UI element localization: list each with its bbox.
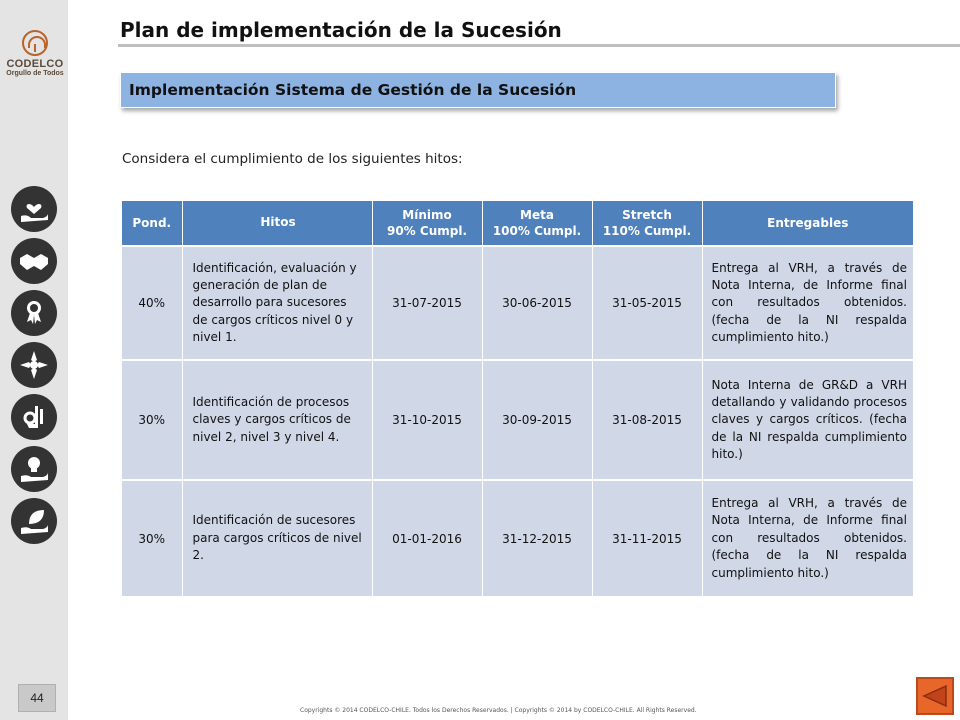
header-entregables: Entregables xyxy=(702,201,913,246)
cell-pond: 30% xyxy=(122,360,182,480)
intro-text: Considera el cumplimiento de los siguientes hitos: xyxy=(122,151,463,167)
table-header-row xyxy=(122,201,913,246)
medal-icon xyxy=(11,290,57,336)
section-banner-text: Implementación Sistema de Gestión de la Sucesión xyxy=(129,81,577,99)
previous-slide-button[interactable] xyxy=(916,677,954,715)
table-row xyxy=(122,480,913,596)
header-meta-label: Meta xyxy=(520,207,554,222)
header-minimo-sub: 90% Cumpl. xyxy=(386,224,467,238)
cell-minimo: 01-01-2016 xyxy=(372,480,482,596)
cell-hito: Identificación de procesos claves y cargos críticos de nivel 2, nivel 3 y nivel 4. xyxy=(182,360,372,480)
sidebar-icon-list xyxy=(11,186,57,550)
codelco-logo-mark xyxy=(22,30,48,56)
footer-copyright: Copyrights © 2014 CODELCO-CHILE. Todos los Derechos Reservados. | Copyrights © 2014 by CODELCO-CHILE. All Rights Reserved. xyxy=(300,707,697,714)
leaf-hand-icon xyxy=(11,498,57,544)
page-number: 44 xyxy=(18,684,56,712)
section-banner xyxy=(120,72,836,108)
cell-pond: 40% xyxy=(122,246,182,360)
header-minimo xyxy=(372,201,482,246)
header-stretch-label: Stretch xyxy=(622,207,672,222)
cell-entregable: Entrega al VRH, a través de Nota Interna, de Informe final con resultados obtenidos. (fecha de la NI respalda cumplimiento hito.) xyxy=(702,480,913,596)
logo-name: CODELCO xyxy=(6,58,64,70)
header-hitos: Hitos xyxy=(182,201,372,246)
sidebar xyxy=(0,0,68,720)
heart-hand-icon xyxy=(11,186,57,232)
cell-hito: Identificación de sucesores para cargos críticos de nivel 2. xyxy=(182,480,372,596)
cell-stretch: 31-08-2015 xyxy=(592,360,702,480)
cell-hito: Identificación, evaluación y generación de plan de desarrollo para sucesores de cargos críticos nivel 0 y nivel 1. xyxy=(182,246,372,360)
cell-minimo: 31-07-2015 xyxy=(372,246,482,360)
flower-hands-icon xyxy=(11,342,57,388)
back-arrow-icon xyxy=(922,684,948,708)
table-row xyxy=(122,360,913,480)
logo-tagline: Orgullo de Todos xyxy=(6,70,64,77)
header-pond: Pond. xyxy=(122,201,182,246)
milestones-table xyxy=(122,201,913,596)
header-minimo-label: Mínimo xyxy=(402,207,452,222)
cell-meta: 30-06-2015 xyxy=(482,246,592,360)
cell-meta: 31-12-2015 xyxy=(482,480,592,596)
cell-entregable: Entrega al VRH, a través de Nota Interna, de Informe final con resultados obtenidos. (fecha de la NI respalda cumplimiento hito.) xyxy=(702,246,913,360)
page-title: Plan de implementación de la Sucesión xyxy=(120,18,562,42)
cell-meta: 30-09-2015 xyxy=(482,360,592,480)
cell-stretch: 31-11-2015 xyxy=(592,480,702,596)
table-row xyxy=(122,246,913,360)
cell-entregable: Nota Interna de GR&D a VRH detallando y validando procesos claves y cargos críticos. (fecha de la NI respalda cumplimiento hito.) xyxy=(702,360,913,480)
title-underline xyxy=(118,44,960,47)
handshake-icon xyxy=(11,238,57,284)
cell-minimo: 31-10-2015 xyxy=(372,360,482,480)
cell-stretch: 31-05-2015 xyxy=(592,246,702,360)
header-stretch-sub: 110% Cumpl. xyxy=(602,224,692,238)
lightbulb-hand-icon xyxy=(11,446,57,492)
cell-pond: 30% xyxy=(122,480,182,596)
codelco-logo xyxy=(4,30,66,77)
header-stretch xyxy=(592,201,702,246)
ok-gesture-icon xyxy=(11,394,57,440)
header-meta-sub: 100% Cumpl. xyxy=(492,224,582,238)
header-meta xyxy=(482,201,592,246)
